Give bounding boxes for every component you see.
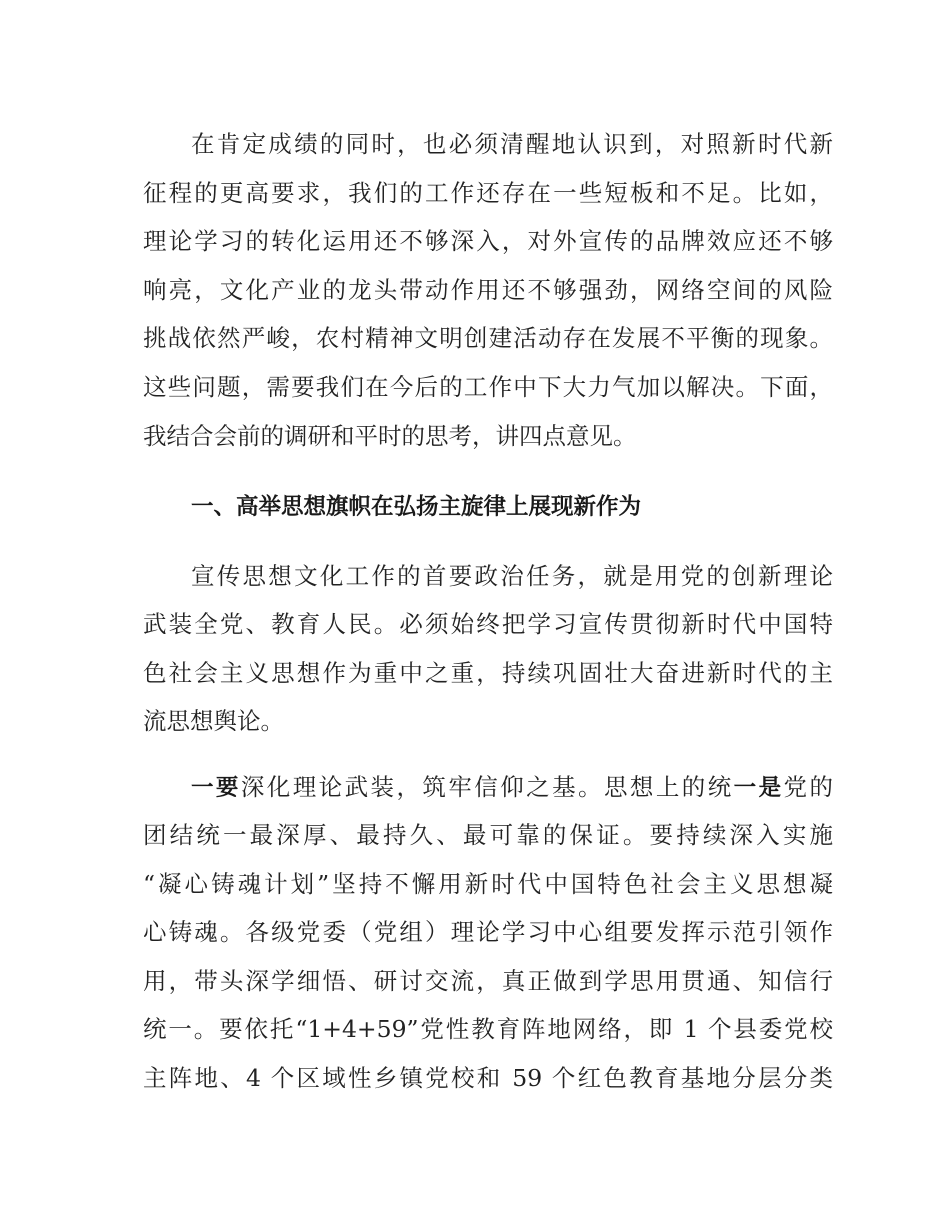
paragraph-1-line-3: 理论学习的转化运用还不够深入，对外宣传的品牌效应还不够	[143, 227, 833, 255]
paragraph-3-line-1-part-a: 深化理论武装，筑牢信仰之基。思想上的统	[240, 773, 734, 801]
paragraph-1-line-5: 挑战依然严峻，农村精神文明创建活动存在发展不平衡的现象。	[143, 324, 833, 352]
paragraph-3-line-3: “凝心铸魂计划”坚持不懈用新时代中国特色社会主义思想凝	[143, 870, 833, 898]
paragraph-2-line-1: 宣传思想文化工作的首要政治任务，就是用党的创新理论	[191, 562, 833, 590]
paragraph-2-line-3: 色社会主义思想作为重中之重，持续巩固壮大奋进新时代的主	[143, 659, 833, 687]
section-heading-1: 一、高举思想旗帜在弘扬主旋律上展现新作为	[191, 494, 642, 520]
paragraph-3-line-7: 主阵地、4 个区域性乡镇党校和 59 个红色教育基地分层分类	[143, 1064, 833, 1092]
paragraph-2-line-2: 武装全党、教育人民。必须始终把学习宣传贯彻新时代中国特	[143, 610, 833, 638]
paragraph-3-line-4: 心铸魂。各级党委（党组）理论学习中心组要发挥示范引领作	[143, 918, 833, 946]
paragraph-3-line-2: 团结统一最深厚、最持久、最可靠的保证。要持续深入实施	[143, 821, 833, 849]
paragraph-1-line-4: 响亮，文化产业的龙头带动作用还不够强劲，网络空间的风险	[143, 276, 833, 304]
paragraph-3-line-1-part-b: 党的	[783, 773, 833, 801]
paragraph-3-line-6: 统一。要依托“1+4+59”党性教育阵地网络，即 1 个县委党校	[143, 1015, 833, 1043]
paragraph-1-line-6: 这些问题，需要我们在今后的工作中下大力气加以解决。下面，	[143, 373, 833, 401]
paragraph-1-line-2: 征程的更高要求，我们的工作还存在一些短板和不足。比如，	[143, 179, 833, 207]
paragraph-3-line-1	[191, 767, 833, 807]
paragraph-3-bold-mid: 一是	[733, 775, 784, 801]
paragraph-1-line-7: 我结合会前的调研和平时的思考，讲四点意见。	[143, 422, 637, 450]
paragraph-3-line-5: 用，带头深学细悟、研讨交流，真正做到学思用贯通、知信行	[143, 967, 833, 995]
paragraph-2-line-4: 流思想舆论。	[143, 707, 284, 735]
paragraph-1-line-1: 在肯定成绩的同时，也必须清醒地认识到，对照新时代新	[191, 130, 833, 158]
paragraph-3-bold-lead: 一要	[191, 775, 241, 801]
